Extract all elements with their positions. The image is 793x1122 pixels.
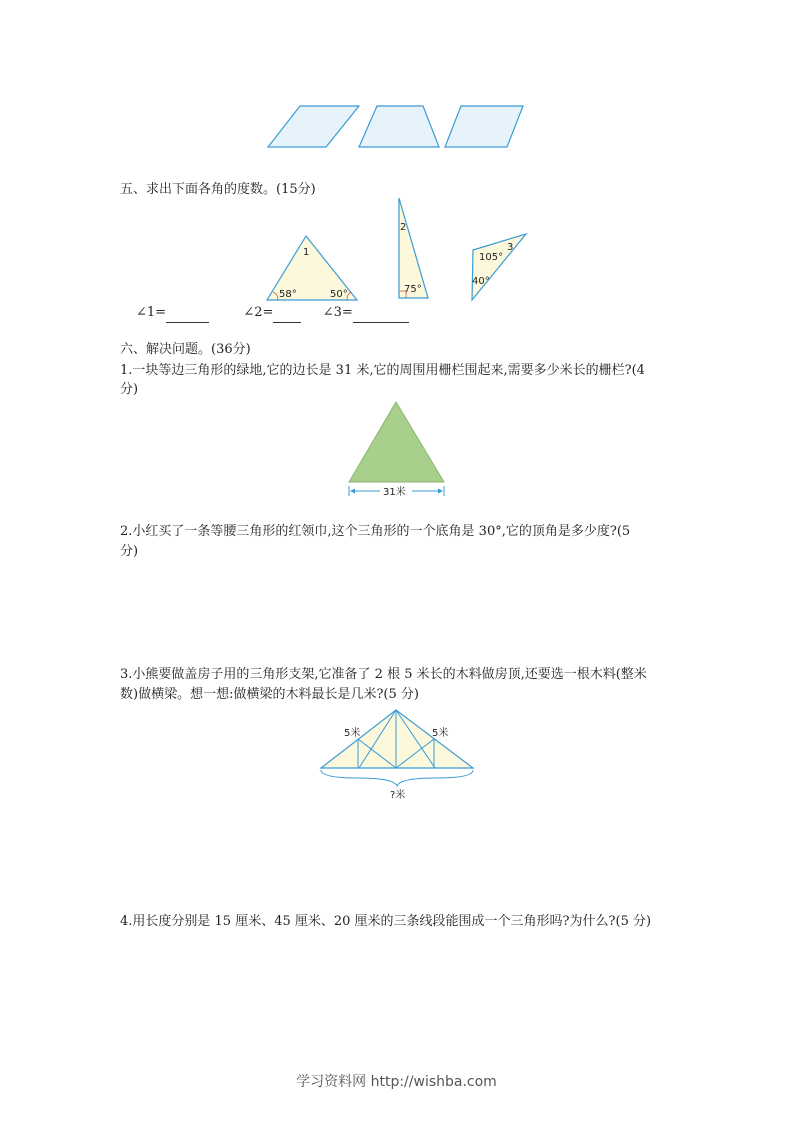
top-shapes-figure [265, 100, 530, 152]
answer-1-blank[interactable] [166, 308, 209, 323]
tri3-angle-b: 40° [472, 276, 490, 287]
green-equilateral-triangle [349, 402, 444, 482]
answer-2-blank[interactable] [273, 308, 301, 323]
footer-watermark: 学习资料网 http://wishba.com [296, 1074, 497, 1090]
tri3-angle-a: 105° [479, 252, 504, 263]
answer-3-blank[interactable] [353, 308, 409, 323]
tri2-angle-label: 2 [400, 222, 407, 233]
q4-text-line1: 4.用长度分别是 15 厘米、45 厘米、20 厘米的三条线段能围成一个三角形吗?为什么?(5 分) [120, 914, 652, 929]
q3-bottom-label: ?米 [390, 790, 406, 801]
parallelogram-2 [445, 106, 523, 147]
section6-heading: 六、解决问题。(36分) [120, 342, 251, 357]
tri2-bottom-angle: 75° [404, 284, 422, 295]
tri3-angle-label: 3 [507, 242, 514, 253]
q3-left-label: 5米 [344, 728, 361, 739]
triangle-3 [472, 234, 526, 300]
tri1-angle-label: 1 [303, 247, 310, 258]
tri1-right-angle: 50° [330, 289, 348, 300]
triangle-2 [399, 198, 428, 298]
q1-text-line2: 分) [120, 382, 139, 397]
q3-right-label: 5米 [432, 728, 449, 739]
section5-heading: 五、求出下面各角的度数。(15分) [120, 182, 316, 197]
tri1-left-angle: 58° [279, 289, 297, 300]
answer-2-label: ∠2= [243, 305, 274, 320]
q1-text-line1: 1.一块等边三角形的绿地,它的边长是 31 米,它的周围用栅栏围起来,需要多少米长的栅栏?(4 [120, 363, 645, 378]
q2-text-line2: 分) [120, 544, 139, 559]
q2-text-line1: 2.小红买了一条等腰三角形的红领巾,这个三角形的一个底角是 30°,它的顶角是多少度?(5 [120, 524, 631, 539]
section5-triangles [260, 192, 540, 304]
answer-3-label: ∠3= [322, 305, 353, 320]
q1-figure [342, 397, 452, 503]
parallelogram-1 [268, 106, 359, 147]
answer-row [136, 303, 409, 323]
trapezoid [359, 106, 439, 147]
answer-1-label: ∠1= [136, 305, 167, 320]
q3-text-line1: 3.小熊要做盖房子用的三角形支架,它准备了 2 根 5 米长的木料做房顶,还要选一根木料(整米 [120, 667, 647, 682]
q3-truss-figure [316, 706, 478, 802]
truss-outline [321, 710, 473, 768]
q3-text-line2: 数)做横梁。想一想:做横梁的木料最长是几米?(5 分) [120, 687, 419, 702]
q1-figure-label: 31米 [383, 487, 406, 498]
